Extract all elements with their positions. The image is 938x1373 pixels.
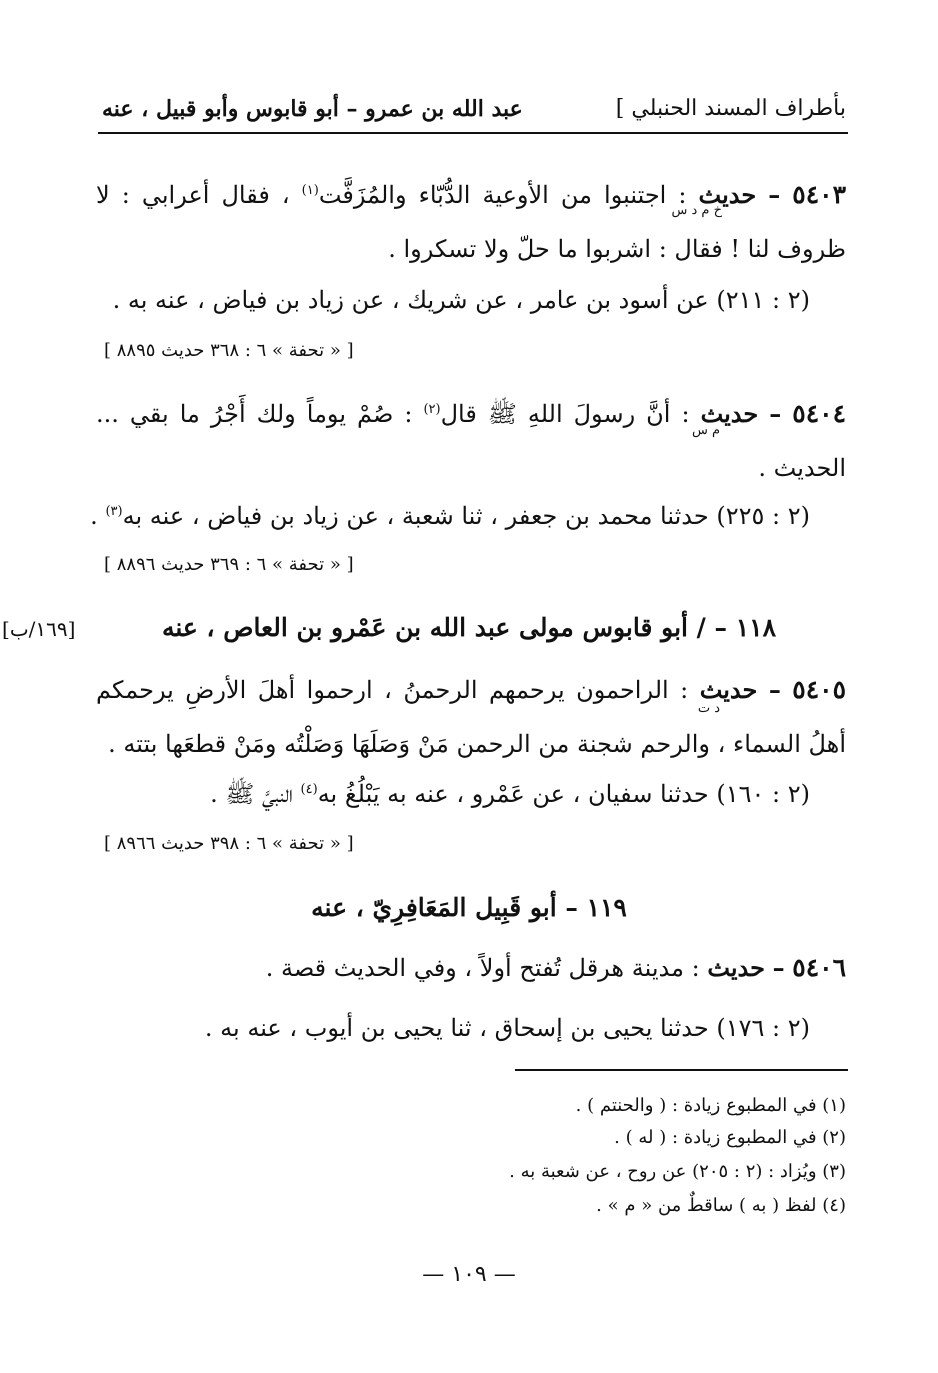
hadith-5405 bbox=[96, 663, 846, 771]
footnote-ref: (٢) bbox=[423, 402, 441, 417]
hadith-dash: – bbox=[772, 953, 785, 982]
hadith-number: ٥٤٠٦ bbox=[792, 953, 846, 982]
section-118-title: ١١٨ – / أبو قابوس مولى عبد الله بن عَمْرو بن العاص ، عنه bbox=[161, 613, 777, 642]
footnote-ref: (٣) bbox=[105, 504, 123, 519]
hadith-number: ٥٤٠٥ bbox=[792, 675, 846, 704]
footnote-3: (٣) ويُزاد : (٢ : ٢٠٥) عن روح ، عن شعبة به . bbox=[509, 1161, 846, 1182]
header-rule bbox=[98, 132, 848, 134]
source-text: (٢ : ٢٢٥) حدثنا محمد بن جعفر ، ثنا شعبة ، عن زياد بن فياض ، عنه به bbox=[122, 502, 810, 530]
hadith-5406 bbox=[266, 948, 846, 988]
siglum-5405: د ت bbox=[697, 701, 720, 716]
tuhfa-ref-5403: [ « تحفة » ٦ : ٣٦٨ حديث ٨٨٩٥ ] bbox=[104, 340, 354, 361]
hadith-5403 bbox=[96, 164, 846, 276]
hadith-dash: – bbox=[769, 399, 782, 428]
hadith-keyword: حديث bbox=[707, 953, 765, 982]
footnote-2: (٢) في المطبوع زيادة : ( له ) . bbox=[614, 1127, 846, 1148]
hadith-number: ٥٤٠٤ bbox=[792, 399, 846, 428]
source-text: (٢ : ١٦٠) حدثنا سفيان ، عن عَمْرو ، عنه به يَبْلُغُ به bbox=[317, 780, 810, 808]
margin-folio-note: [١٦٩/ب] bbox=[2, 617, 76, 641]
hadith-5404 bbox=[96, 383, 846, 495]
hadith-keyword: حديث bbox=[698, 180, 757, 209]
footnote-4: (٤) لفظ ( به ) ساقطٌ من « م » . bbox=[596, 1195, 846, 1216]
footnote-1: (١) في المطبوع زيادة : ( والحنتم ) . bbox=[575, 1095, 846, 1116]
section-119-title: ١١٩ – أبو قَبِيل المَعَافِرِيّ ، عنه bbox=[311, 893, 627, 922]
hadith-text: : اجتنبوا من الأوعية الدُّبّاء والمُزَفَّت bbox=[318, 181, 687, 209]
footnote-ref: (١) bbox=[301, 183, 319, 198]
running-header-section: عبد الله بن عمرو – أبو قابوس وأبو قبيل ، عنه bbox=[102, 96, 523, 122]
hadith-dash: – bbox=[768, 675, 781, 704]
source-5403: (٢ : ٢١١) عن أسود بن عامر ، عن شريك ، عن زياد بن فياض ، عنه به . bbox=[112, 286, 810, 314]
hadith-text-continued: : صُمْ يوماً ولك أَجْرُ ما بقي ... الحديث . bbox=[96, 400, 846, 482]
page-number: — ١٠٩ — bbox=[422, 1262, 516, 1287]
source-5406: (٢ : ١٧٦) حدثنا يحيى بن إسحاق ، ثنا يحيى بن أيوب ، عنه به . bbox=[204, 1014, 810, 1042]
hadith-keyword: حديث bbox=[699, 675, 758, 704]
footnote-rule bbox=[515, 1069, 848, 1071]
hadith-keyword: حديث bbox=[700, 399, 759, 428]
source-5405 bbox=[210, 770, 810, 814]
source-5404 bbox=[90, 492, 810, 536]
footnote-ref: (٤) bbox=[300, 782, 318, 797]
source-end: النبيَّ ﷺ . bbox=[210, 780, 293, 808]
hadith-number: ٥٤٠٣ bbox=[792, 180, 847, 209]
hadith-text: : أنَّ رسولَ اللهِ ﷺ قال bbox=[440, 400, 690, 428]
hadith-text-continued: ، فقال أعرابي : لا ظروف لنا ! فقال : اشربوا ما حلّ ولا تسكروا . bbox=[96, 181, 846, 263]
running-header-book-title: بأطراف المسند الحنبلي ] bbox=[615, 96, 846, 121]
tuhfa-ref-5405: [ « تحفة » ٦ : ٣٩٨ حديث ٨٩٦٦ ] bbox=[104, 833, 354, 854]
tuhfa-ref-5404: [ « تحفة » ٦ : ٣٦٩ حديث ٨٨٩٦ ] bbox=[104, 554, 354, 575]
hadith-text: : الراحمون يرحمهم الرحمنُ ، ارحموا أهلَ الأرضِ يرحمكم أهلُ السماء ، والرحم شجنة من الرحمن مَنْ وَصَلَهَا وَصَلْتُه ومَنْ قطعَها بتته . bbox=[96, 676, 846, 758]
siglum-5404: م س bbox=[691, 423, 720, 438]
source-end: . bbox=[90, 502, 98, 530]
hadith-dash: – bbox=[768, 180, 781, 209]
siglum-5403: خ م د س bbox=[671, 203, 722, 218]
hadith-text: : مدينة هرقل تُفتح أولاً ، وفي الحديث قصة . bbox=[265, 954, 700, 982]
